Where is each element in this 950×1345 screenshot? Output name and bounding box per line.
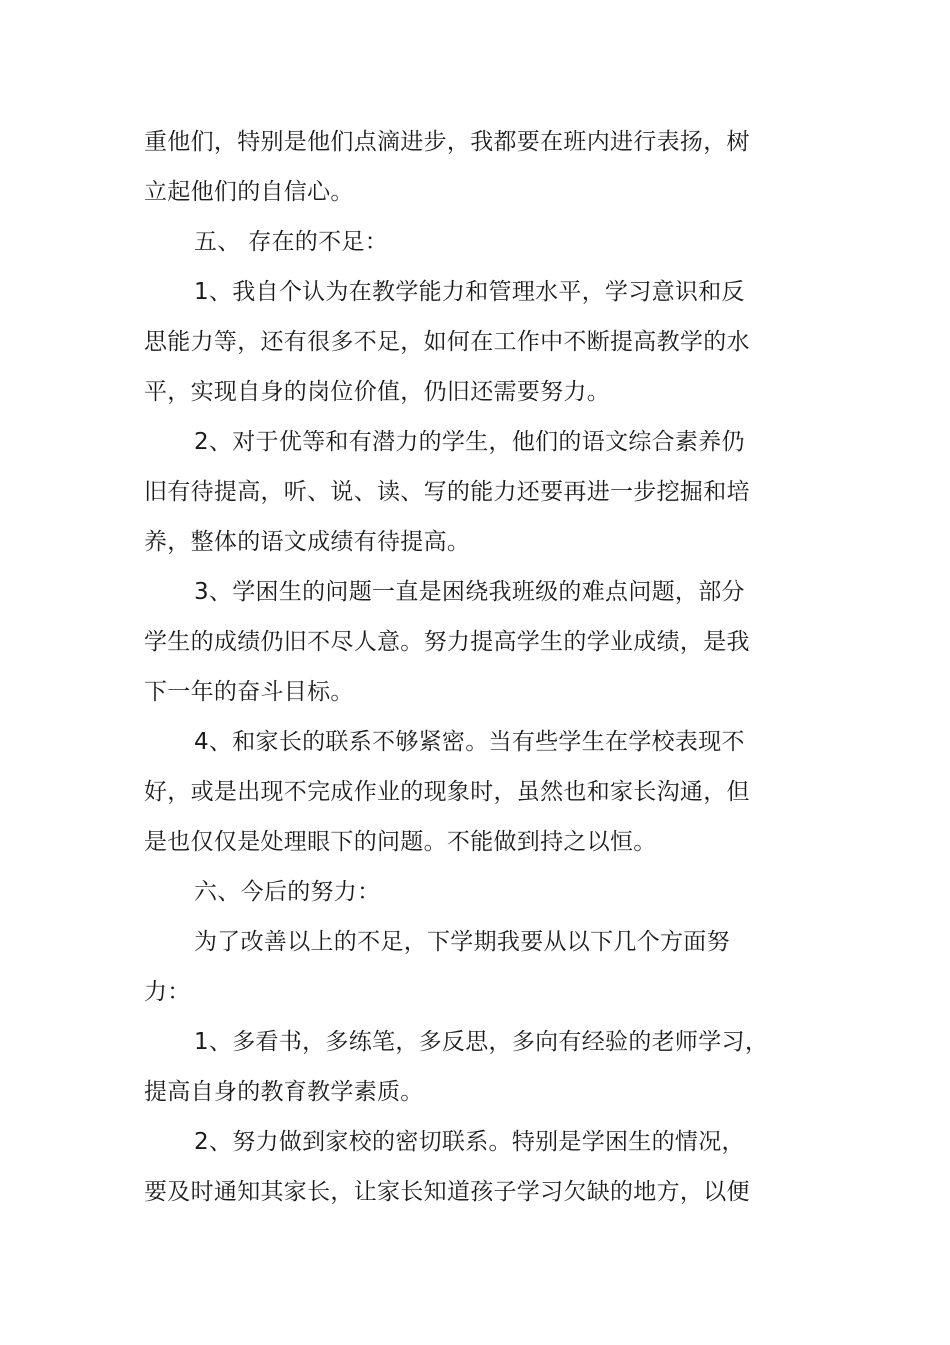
text-line: 2、对于优等和有潜力的学生，他们的语文综合素养仍	[194, 429, 745, 455]
text-line: 提高自身的教育教学素质。	[144, 1079, 424, 1105]
text-line: 下一年的奋斗目标。	[144, 679, 354, 705]
text-line: 是也仅仅是处理眼下的问题。不能做到持之以恒。	[144, 829, 657, 855]
text-line: 3、学困生的问题一直是困绕我班级的难点问题，部分	[194, 579, 745, 605]
text-line: 立起他们的自信心。	[144, 179, 354, 205]
text-line: 重他们，特别是他们点滴进步，我都要在班内进行表扬，树	[144, 129, 750, 155]
text-line: 学生的成绩仍旧不尽人意。努力提高学生的学业成绩，是我	[144, 629, 750, 655]
section-heading: 六、今后的努力：	[194, 879, 381, 905]
text-line: 旧有待提高，听、说、读、写的能力还要再进一步挖掘和培	[144, 479, 750, 505]
text-line: 力：	[144, 979, 191, 1005]
text-line: 养，整体的语文成绩有待提高。	[144, 529, 471, 555]
text-line: 平，实现自身的岗位价值，仍旧还需要努力。	[144, 379, 610, 405]
text-line: 好，或是出现不完成作业的现象时，虽然也和家长沟通，但	[144, 779, 750, 805]
text-line: 1、我自个认为在教学能力和管理水平，学习意识和反	[194, 279, 745, 305]
text-line: 为了改善以上的不足，下学期我要从以下几个方面努	[194, 929, 730, 955]
text-line: 2、努力做到家校的密切联系。特别是学困生的情况，	[194, 1129, 745, 1155]
section-heading: 五、 存在的不足：	[194, 229, 389, 255]
text-line: 4、和家长的联系不够紧密。当有些学生在学校表现不	[194, 729, 745, 755]
text-line: 思能力等，还有很多不足，如何在工作中不断提高教学的水	[144, 329, 750, 355]
text-line: 1、多看书，多练笔，多反思，多向有经验的老师学习，	[194, 1029, 769, 1055]
text-line: 要及时通知其家长，让家长知道孩子学习欠缺的地方，以便	[144, 1179, 750, 1205]
